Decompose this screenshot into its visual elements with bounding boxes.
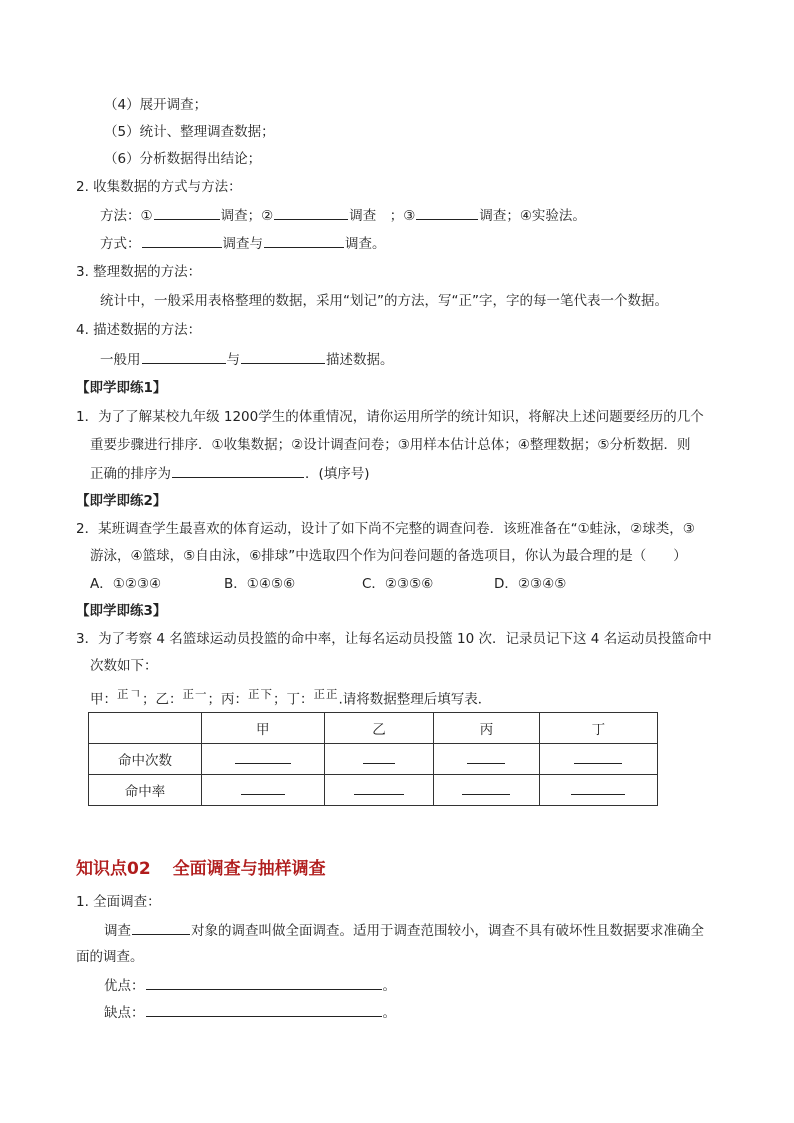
table-row	[89, 744, 658, 775]
cell-blank[interactable]	[539, 744, 657, 775]
census-line2: 面的调查。	[76, 949, 144, 965]
blank[interactable]	[142, 349, 226, 364]
describe-title: 4. 描述数据的方法：	[76, 322, 202, 338]
hit-rate-table	[88, 712, 658, 806]
section-name: 全面调查与抽样调查	[172, 859, 326, 879]
row-label-rate: 命中率	[89, 775, 202, 806]
table-corner	[89, 713, 202, 744]
describe-lead: 一般用	[100, 352, 141, 368]
practice-2-line2: 游泳，④篮球，⑤自由泳，⑥排球”中选取四个作为问卷问题的备选项目，你认为最合理的是（ ）	[90, 548, 687, 564]
practice-1-label: 【即学即练1】	[76, 380, 167, 396]
table-header-row	[89, 713, 658, 744]
cell-blank[interactable]	[324, 775, 434, 806]
player-ding-label: ；丁：	[273, 691, 314, 708]
census-lead: 调查	[104, 923, 131, 939]
practice-2-label: 【即学即练2】	[76, 493, 167, 509]
method-2-tail: 调查 ；③	[349, 208, 416, 224]
step-4: （4）展开调查；	[104, 97, 208, 113]
cons-label: 缺点：	[104, 1005, 145, 1021]
blank[interactable]	[154, 205, 220, 220]
cons-end: 。	[382, 1005, 396, 1021]
collect-methods	[100, 205, 586, 226]
describe-mid: 与	[226, 352, 240, 368]
header-yi: 乙	[324, 713, 434, 744]
describe-tail: 描述数据。	[326, 352, 394, 368]
cell-blank[interactable]	[324, 744, 434, 775]
blank[interactable]	[264, 233, 344, 248]
answer-blank[interactable]	[172, 463, 304, 478]
blank[interactable]	[274, 205, 348, 220]
blank[interactable]	[241, 349, 325, 364]
cell-blank[interactable]	[539, 775, 657, 806]
step-6: （6）分析数据得出结论；	[104, 151, 262, 167]
pros-label: 优点：	[104, 978, 145, 994]
census-pros	[104, 975, 396, 996]
row-label-hits: 命中次数	[89, 744, 202, 775]
answer-lead: 正确的排序为	[90, 466, 171, 482]
header-bing: 丙	[434, 713, 539, 744]
practice-3-label: 【即学即练3】	[76, 603, 167, 619]
table-row	[89, 775, 658, 806]
tally-bing: 正下	[248, 687, 273, 701]
census-line1	[104, 920, 704, 941]
tally-ding: 正正	[313, 687, 339, 701]
blank[interactable]	[142, 233, 222, 248]
section-heading	[76, 854, 326, 879]
method-3-tail: 调查；④实验法。	[479, 208, 586, 224]
organize-title: 3. 整理数据的方法：	[76, 264, 202, 280]
tally-jia: 正𠃍	[117, 687, 142, 701]
cell-blank[interactable]	[434, 744, 539, 775]
player-jia-label: 甲：	[90, 691, 117, 708]
practice-3-line1: 3．为了考察 4 名篮球运动员投篮的命中率，让每名运动员投篮 10 次．记录员记下这 4 名运动员投篮命中	[76, 631, 712, 647]
header-jia: 甲	[202, 713, 325, 744]
header-ding: 丁	[539, 713, 657, 744]
step-5: （5）统计、整理调查数据；	[104, 124, 275, 140]
cell-blank[interactable]	[202, 744, 325, 775]
tally-yi: 正一	[182, 687, 208, 701]
organize-text: 统计中，一般采用表格整理的数据，采用“划记”的方法，写“正”字，字的每一笔代表一个数据。	[100, 293, 668, 309]
option-d[interactable]: D．②③④⑤	[494, 576, 567, 592]
practice-3-line2: 次数如下：	[90, 658, 158, 674]
collect-styles	[100, 233, 386, 254]
option-a[interactable]: A．①②③④	[90, 576, 162, 592]
blank[interactable]	[132, 920, 190, 935]
census-tail: 对象的调查叫做全面调查。适用于调查范围较小，调查不具有破坏性且数据要求准确全	[191, 923, 704, 939]
practice-1-line3	[90, 463, 370, 484]
section-code: 知识点02	[76, 859, 151, 879]
census-title: 1. 全面调查：	[76, 894, 161, 910]
style-lead: 方式：	[100, 236, 141, 252]
pros-end: 。	[382, 978, 396, 994]
option-b[interactable]: B．①④⑤⑥	[224, 576, 296, 592]
style-tail: 调查。	[345, 236, 386, 252]
practice-2-options	[90, 574, 566, 594]
cell-blank[interactable]	[434, 775, 539, 806]
census-cons	[104, 1002, 396, 1023]
option-c[interactable]: C．②③⑤⑥	[362, 576, 434, 592]
method-lead: 方法：①	[100, 208, 153, 224]
tallies-tail: .请将数据整理后填写表．	[338, 691, 492, 708]
answer-tail: ．(填序号)	[305, 466, 370, 482]
cell-blank[interactable]	[202, 775, 325, 806]
player-bing-label: ；丙：	[207, 691, 248, 708]
player-yi-label: ；乙：	[142, 691, 183, 708]
style-mid: 调查与	[222, 236, 263, 252]
pros-blank[interactable]	[146, 975, 382, 990]
practice-1-line2: 重要步骤进行排序．①收集数据；②设计调查问卷；③用样本估计总体；④整理数据；⑤分析数据．则	[90, 437, 691, 453]
practice-1-line1: 1．为了了解某校九年级 1200学生的体重情况，请你运用所学的统计知识，将解决上述问题要经历的几个	[76, 409, 704, 425]
describe-text	[100, 349, 394, 370]
practice-3-tallies	[90, 684, 491, 710]
method-1-tail: 调查；②	[220, 208, 274, 224]
collect-title: 2. 收集数据的方式与方法：	[76, 179, 242, 195]
blank[interactable]	[416, 205, 478, 220]
cons-blank[interactable]	[146, 1002, 382, 1017]
practice-2-line1: 2．某班调查学生最喜欢的体育运动，设计了如下尚不完整的调查问卷．该班准备在“①蛙泳，②球类，③	[76, 521, 695, 537]
